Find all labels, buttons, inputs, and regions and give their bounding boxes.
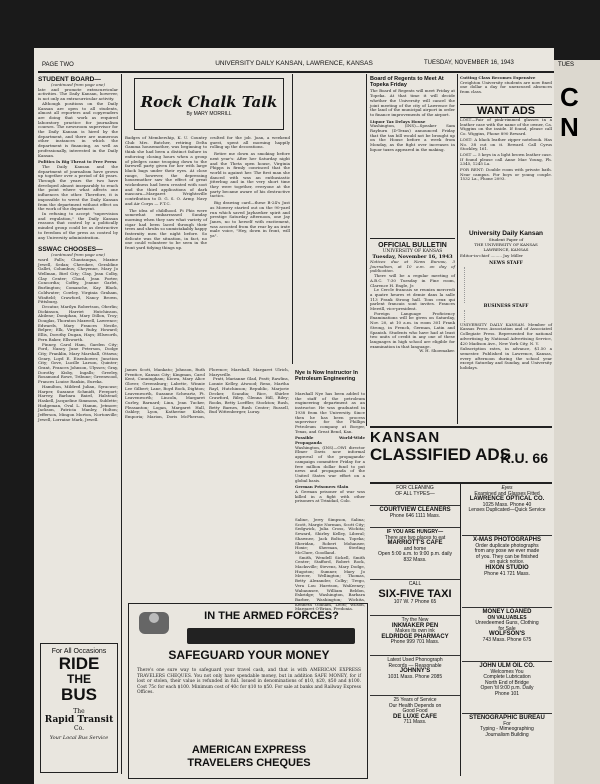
edge-text: C: [560, 82, 579, 112]
membership-note: UNIVERSITY DAILY KANSAN. Member of Kansas Press Association and of Associated Collegiate Press. Represented for national advertising by National Advertising Service, 420 Madison Ave., New York City, N. Y.: [460, 321, 552, 346]
ad-line: and home: [403, 545, 427, 552]
staff-heading: NEWS STAFF: [489, 260, 523, 266]
want-ad: FOR RENT: Double room with private bath. Near campus. For boys or young couple. 1532 La., Phone 2093.: [460, 167, 552, 182]
ad-line: BUS: [61, 685, 97, 704]
paper-sub: Student Paper of: [488, 237, 524, 242]
paragraph: A German prisoner of war was killed in a fight with other prisoners at Trinidad, Colo.: [295, 489, 365, 504]
ad-line: SIX-FIVE TAXI: [378, 587, 452, 600]
ad-line: JOHN ULM OIL CO.: [479, 663, 535, 669]
paragraph: Decatur, Marilyn Robertson, Oberlin; Dickinson, Harriet Hutchinson, Abilene; Doniphan, Mary Dillon, Troy; Douglas, Thornton Maxwell, Lawrence; Edwards, Mary Frances Nestle, Belpre; Elk, Virginia Ruby, Howard; Ellis, Dorothy Dugan, Hays; Ellsworth, Fern Baker, Ellsworth.: [38, 303, 118, 342]
classified-title: CLASSIFIED ADS: [370, 445, 512, 464]
bulletin-date: Tuesday, November 16, 1943: [372, 254, 453, 260]
classified-ad: [370, 656, 460, 696]
ad-line: Complete Lubrication: [483, 674, 531, 681]
ad-line: Phone 101: [494, 690, 520, 697]
headline: Board of Regents to Meet At Topeka Friday: [370, 76, 444, 89]
paragraph: Although positions on the Daily Kansan are open to all students, almost all reporters and copyreaders are doing that work as required laboratory practice for journalism courses. The newsroom supervisor for the Daily Kansan is hired by the department, and there are numerous other instances in which the department is financing, as well as professionally, interested in the Daily Kansan.: [38, 100, 118, 158]
classified-ad: [370, 528, 460, 580]
cheque-illustration: [187, 628, 355, 644]
soldier-illustration: [133, 608, 177, 638]
signature: W. H. Shoemaker.: [419, 348, 455, 354]
ad-line: Unredeemed Guns, Clothing: [475, 620, 539, 627]
ad-line: Open 'til 9:00 p.m. Daily: [480, 685, 534, 692]
subheading: Politics Is Big Threat to Free Press: [38, 159, 117, 165]
ad-line: There are two places to eat: [384, 534, 446, 541]
continued-note: (continued from page one): [51, 252, 105, 258]
ad-line: Phone 646 1111 Mass.: [389, 512, 441, 519]
classified-ad: [370, 696, 460, 740]
paragraph: crulted for the job. Joan, a weekend guest, spent all morning happily rolling up the decorations.: [210, 135, 290, 150]
story-heading: SSWAC CHOOSES—: [38, 246, 103, 254]
ad-line: Makes its own ink: [395, 628, 435, 635]
classified-title: KANSAN: [370, 429, 441, 446]
ad-line: FOR CLEANING: [396, 485, 434, 491]
ad-line: The: [73, 708, 85, 715]
ad-line: STENOGRAPHIC BUREAU: [469, 715, 545, 721]
ad-line: from any pose we ever made: [474, 548, 540, 555]
ad-line: INKMAKER PEN: [391, 622, 439, 629]
ad-line: 1031 Mass. Phone 2085: [387, 673, 443, 680]
notice: There will be a regular meeting of A.B.C. 7:30 Tuesday in Fine room, Clarence H. Engle, Jr.: [370, 273, 455, 288]
paper-sub: THE UNIVERSITY OF KANSAS: [474, 242, 538, 247]
ad-line: CALL: [408, 581, 422, 587]
paragraph: late and promote extracurricular activities. The Daily Kansan, however, is not only an extracurricular activity.: [38, 86, 118, 102]
ad-line: ON VALUABLES: [487, 614, 527, 621]
ad-line: COURTVIEW CLEANERS: [379, 507, 451, 513]
staff-heading: BUSINESS STAFF: [483, 303, 529, 309]
rct-col-b: [210, 136, 290, 366]
student-board-column: [38, 76, 118, 651]
ad-line: Our Health Depends on: [388, 702, 442, 709]
ad-line: MONEY LOANED: [482, 609, 532, 615]
ad-line: of you. They can be finished: [475, 553, 539, 560]
regents-story: [370, 76, 455, 246]
classified-right: [462, 484, 552, 776]
ad-line: Open 5:00 a.m. to 9:00 p.m. daily: [378, 551, 452, 558]
want-ad: LOST — 5 keys in a light brown leather case. If found please call Anne Mae Young, Ph. 2345, 1245 La.: [460, 151, 552, 167]
paper-title: University Daily Kansan: [468, 230, 544, 237]
ad-line: X-MAS PHOTOGRAPHS: [473, 537, 541, 543]
ad-subhead: SAFEGUARD YOUR MONEY: [168, 648, 330, 662]
bulletin-note: Notices due at News Bureau, 3 Journalism, at 10 a.m. on day of publication.: [370, 259, 455, 274]
ad-line: Co.: [73, 725, 84, 732]
page-number: PAGE TWO: [42, 62, 74, 68]
subscription-note: Subscription rates, in advance, $1.50 a semester. Published in Lawrence, Kansas, every afternoon during the school year except Saturday and Sunday, and University holidays.: [460, 346, 552, 371]
continued-note: (continued from page one): [51, 82, 105, 87]
paragraph: Hamilton, Mildred Julian, Syracuse; Harper, Suzanne Schmidt, Freeport; Harvey, Barbara Baird, Halstead; Haskell, Jacqueline Simmons, Sublette; Hodgeman, Oval L. Hamm, Jetmore; Jackson, Patricia Manley, Holton; Jefferson, Mingon Morton, Nortonville; Jewell, Lorraine Mark, Jewell.: [38, 383, 118, 422]
ad-line: 1025 Mass. Phone 40: [482, 501, 532, 508]
ad-banner: [133, 744, 365, 776]
paragraph: Badges of Membership, K. U. Country Club Mrs. Butcher, retiring Delta Gamma housemother, was beginning to think she had been a distinct failure in enforcing closing hours when a group of pledges came trooping down to the farewell party given for her with large black bags under their eyes. At close range, however, the depressing housemother saw the effect of great wickedness had been created with soot and the third applications of dark mascara—Margaret Wrightsville contribution to D. G. S. O. Army, Navy and Air Corps — F.T.C.: [125, 135, 207, 206]
ad-line: Records — Reasonable: [388, 662, 442, 669]
ad-line: Examined and Glasses Fitted: [474, 490, 540, 497]
paragraph: The idea of childhood. Pi Phis were somewhat embarrassed Sunday morning when they saw what variety of cigar had been laced through their trees and shrubs so unmistakably happy fraternity men the night before. So delicate was the situation, in fact, no one could volunteer to be seen in the front yard tidying things up.: [125, 207, 207, 251]
newspaper-page: [34, 48, 554, 784]
ad-line: Lenses Duplicated—Quick Service: [468, 507, 546, 514]
classified-phone: K.U. 66: [500, 450, 548, 466]
classified-ad: [462, 714, 552, 758]
ad-line: for Sale: [498, 625, 516, 632]
classified-ad: [462, 662, 552, 714]
ad-line: Try the New: [401, 617, 429, 623]
county-list-cont: [295, 517, 365, 612]
ad-line: RIDE: [58, 654, 100, 673]
ad-line: LAWRENCE OPTICAL CO.: [469, 496, 545, 503]
nye-headline: [295, 370, 365, 390]
ad-line: 107 W. 7 Phone 65: [393, 598, 437, 605]
classified-ad: [370, 616, 460, 656]
classified-ad: [370, 580, 460, 616]
notice: Foreign Language Proficiency Examinations will be given on Saturday, Nov. 20, at 10 a.m. in room 301 Frank Strong, in French, German, Latin and Spanish. Students who have had at least two units of credit in any one of these languages in high school are eligible for examination in that language.: [370, 310, 455, 349]
ad-line: Welcomes You: [490, 668, 524, 675]
banner-line: TRAVELERS CHEQUES: [187, 757, 311, 769]
headline: Cutting Class Becomes Expensive: [460, 75, 536, 80]
udk-masthead-box: [460, 230, 552, 426]
bulletin-title: OFFICIAL BULLETIN: [378, 242, 447, 249]
paragraph: Saline, Jerry Simpson, Salina; Scott, Margie Norman, Scott City; Sedgwick, Julia Cross, Wichita; Seward, Shirley Kelley, Liberal; Shawnee, Jack Bolton, Topeka; Sheridan, Robert Mohauser, Hoxie; Sherman, Sterling McClure, Goodland.: [295, 517, 365, 555]
want-ads-title: WANT ADS: [460, 104, 552, 118]
ad-line: 832 Mass.: [403, 556, 427, 563]
paragraph: ward Falls; Chautauqua, Maxine Jewell, Sedan; Cherokee, Geraldine Gallet, Columbus; Cheyenne, Mary Jo Wellman, Bird City; Clay, Jean Colby, Clay Center; Cloud, Jean Porter, Concordia; Coffey, Jeanne Garlet, Burlington; Comanche, Kay Black, Coldwater; Cowley, Virginia Graham, Winfield; Crawford, Nancy Brown, Pittsburg.: [38, 256, 118, 305]
paragraph: Pratt, Marianne Glad, Pratt; Rawlins, Lonnie Kelley, Atwood; Reno, Martha Rayl, Hutchinson; Republic, Marjorie Decker, Scandia; Rice, Shirlee Crawford, Riley, Glenna Hill, Riley; Rooks, Betty Loeffler, Stockton; Rush, Betty Barnes, Rush Center; Russell, Bud Wittenberger, Luray.: [209, 376, 289, 415]
ad-line: Eyes: [501, 485, 513, 491]
want-ad: LOST: A black leather zipper notebook. Has No. 38 cut on it. Reward. Call Cyrus Stockley, 161.: [460, 136, 552, 152]
banner-line: AMERICAN EXPRESS: [191, 744, 307, 756]
ad-line: For All Occasions: [51, 648, 107, 655]
ad-headline: IN THE ARMED FORCES?: [204, 610, 339, 622]
ad-line: 743 Mass. Phone 675: [482, 636, 532, 643]
paper-sub: LAWRENCE, KANSAS: [483, 247, 529, 252]
rct-col-a: [125, 136, 207, 366]
ad-line: For: [503, 720, 511, 727]
ad-line: JOHNNY'S: [399, 668, 431, 675]
story-heading: STUDENT BOARD—: [38, 76, 101, 83]
ad-line: DE LUXE CAFE: [392, 713, 437, 720]
ad-line: North End of Bridge: [485, 679, 529, 686]
paragraph: Retire me down as smoking before next year's: After her Saturday night and the Theta open house, Virginia Phipps is firmly convinced that the world is against her. The first man she danced with was an enthusiastic jitterbug and in the very short time they were together, everyone at the party became aware of his destructive tactics.: [210, 151, 290, 199]
ad-line: WOLFSON'S: [488, 631, 526, 638]
paragraph: Smith, Wendell Sickell, Smith Center; Stafford, Robert Rock, Macksville; Stevens, Mary Dodge, Hugoton; Sumner, Mary Jo Mercer, Wellington; Thomas, Betty Alexander, Colby; Trego, Vera Lou Harrison, WaKeeney; Wabaunsee, William Beldon, Eskridge; Washington, Barbara Barber, Washington; Wichita, Kenneth Oldham, Leoti; Wilson, Margaret O'Brian, Fredonia.: [295, 554, 365, 612]
byline: By MARY MORRILL: [186, 111, 232, 117]
ad-line: 711 Mass.: [403, 719, 427, 726]
subheading: German Prisoners Slain: [295, 484, 349, 490]
classified-header: [370, 430, 552, 482]
classified-ad: [370, 484, 460, 506]
paragraph: Marshall Nye has been added to the staff of the petroleum engineering department as an instructor. He was graduated in 1938 from the University. Since then he has been process supervisor for the Phillips Petroleum company at Borger, Texas, and Great Bend, Kan.: [295, 391, 365, 434]
county-list: [125, 368, 289, 604]
masthead: UNIVERSITY DAILY KANSAN, LAWRENCE, KANSAS: [215, 60, 373, 67]
classified-ad: [462, 608, 552, 662]
paragraph: In refusing to accept "supervision and regulation," the Daily Kansan reasons that control by a politically minded group could be as destructive to freedom of the press as control by any University administration.: [38, 210, 118, 240]
headline: Nye is Now Instructor In Petroleum Engineering: [295, 370, 358, 382]
subheading: Liquor Tax Delays House: [370, 118, 426, 124]
bus-ad: [40, 643, 118, 773]
paragraph: Creighton University students are now fined one dollar a day for unexcused absences from class.: [460, 79, 552, 95]
ad-line: Good Food: [402, 708, 428, 715]
paragraph: The Board of Regents will meet Friday at Topeka. At that time it will decide whether the University will cancel the joint meeting of the city of Lawrence for the land of the municipal airport in order to finance improvements of the airport.: [370, 88, 455, 117]
want-ads: [460, 104, 552, 228]
adjacent-page-edge: [554, 60, 600, 784]
edge-text: TUES: [558, 62, 575, 68]
rock-chalk-talk-banner: [134, 78, 284, 130]
ad-line: Your Local Bus Service: [49, 735, 109, 741]
classified-left: [370, 484, 460, 776]
ad-line: ELDRIDGE PHARMACY: [381, 633, 449, 640]
notice: Le Cercle francais se reunira mercredi a quatre heures et demie dans la salle 113 Frank Strong hall. Tous ceux qui parlent francais sont invites. Frances Merrill, vice-president.: [370, 287, 455, 312]
staff-listing: [464, 267, 548, 303]
ad-line: IF YOU ARE HUNGRY—: [386, 529, 444, 535]
american-express-ad: [128, 603, 368, 779]
paragraph: Washington, (INS)—OWI director Elmer Davis now informal approval of the propaganda-campaign committee Friday for a free million dollar fund to put news and propaganda of the United States war effort on a global basis.: [295, 444, 365, 483]
ad-line: Typing - Mimeographing: [480, 726, 534, 733]
ad-line: MARRIOTT'S CAFE: [387, 540, 443, 547]
ad-line: Order duplicate photographs: [475, 542, 539, 549]
ad-line: Phone 41 721 Mass.: [484, 570, 530, 577]
ad-line: OF ALL TYPES—: [395, 490, 435, 497]
classified-ad: [462, 484, 552, 536]
official-bulletin: [370, 242, 455, 428]
paragraph: Big drawing card—these B-24's Just as Mowery started out on the 90-yard run which saved Jayhawker spirit and prestige Saturday afternoon, one Jay Janes, no to herself with excitement, was accosted from the rear by an irate male voice, "Hey, down in front, will ya".: [210, 200, 290, 239]
ad-line: THE: [67, 672, 91, 686]
ad-line: 25 Years of Service: [393, 697, 437, 703]
edge-text: N: [560, 112, 579, 142]
classified-ad: [370, 506, 460, 528]
paragraph: The Daily Kansan and the department of journalism have grown up together over a period of 46 years. Through the years the two have developed almost inseparably to reach the point where what affects one influences the other. Therefore, it is impossible to wrest the Daily Kansan from the department without effect on the work of the department.: [38, 163, 118, 212]
editor-line: Editor-in-chief ......... Jay Miller: [460, 253, 523, 258]
staff-listing: [464, 310, 548, 322]
want-ad: LOST—Pair of pink-rimmed glasses in a leather case with the name of the owner, Ca. Wiggins on the inside. If found, please call Co. Wiggins, Phone 890 Reward.: [460, 117, 552, 137]
issue-date: TUESDAY, NOVEMBER 16, 1943: [424, 60, 514, 66]
ad-line: HIXON STUDIO: [485, 564, 529, 571]
classified-ad: [462, 536, 552, 608]
subheading: Possible World-Wide Propaganda: [295, 435, 365, 446]
ad-line: Journalism Building: [485, 731, 529, 738]
cutting-class-story: [460, 76, 552, 102]
ad-line: Latest Used Phonograph: [387, 657, 443, 663]
paragraph: James Scott, Mankato; Johnson, Ruth Prentice, Kansas City; Kingman, Carol Kent, Cunningham; Kiowa, Mary Alice Glover, Greensburg; Labette, Winnie Lee Gilbert; Lane, Boyd Bock, Dighton; Leavenworth, Suzanne Schwartz, Ft. Leavenworth; Lincoln, Margaret Curley, Barnard; Linn, Jean Tucker, Pleasanton; Logan, Margaret Hall, Oakley; Lyon, Katherine Kehls, Emporia; Marion, Doris McPherson, Florence; Marshall, Margaret Ulrich, Marysville.: [125, 367, 289, 420]
column-title: Rock Chalk Talk: [140, 93, 278, 111]
ad-line: Phone 999 701 Mass.: [390, 639, 440, 646]
ad-body: There's one sure way to safeguard your travel cash, and that is with AMERICAN EXPRESS TRAVELERS CHEQUES. You not only have spendable money, but in addition SAFE MONEY, for if lost or stolen, their value is refunded in full. Issued in denominations of $10, $20, $50 and $100. Cost 75c for each $100. Minimum cost of 40c for $10 to $50. For sale at banks and Railway Express Offices.: [137, 668, 361, 695]
bulletin-sub: UNIVERSITY OF KANSAS: [382, 249, 443, 254]
ad-line: Rapid Transit: [44, 715, 114, 725]
ad-line: on quick notice.: [489, 559, 525, 566]
paragraph: Washington, (INS)—Speaker Sam Rayburn (D-Texas) announced Friday that the tax bill would not be brought up on the House before a week from Monday, as the fight over increases in liquor taxes appeared in the making.: [370, 123, 455, 152]
paragraph: Finney, Carol Ham, Garden City; Ford, Nancy June Peterson, Dodge City; Franklin, Mary Marshall, Ottawa; Geary, Loyd E. Eisenhower, Junction City; Gove, Lucille Larson, Quinter; Grant, Frances Johnson, Ulysses; Gray, Dorothy Kisby, Ingalls; Greeley, Rosamond Rowe, Tribune; Greenwood, Frances Louise Rankin, Eureka.: [38, 341, 118, 385]
